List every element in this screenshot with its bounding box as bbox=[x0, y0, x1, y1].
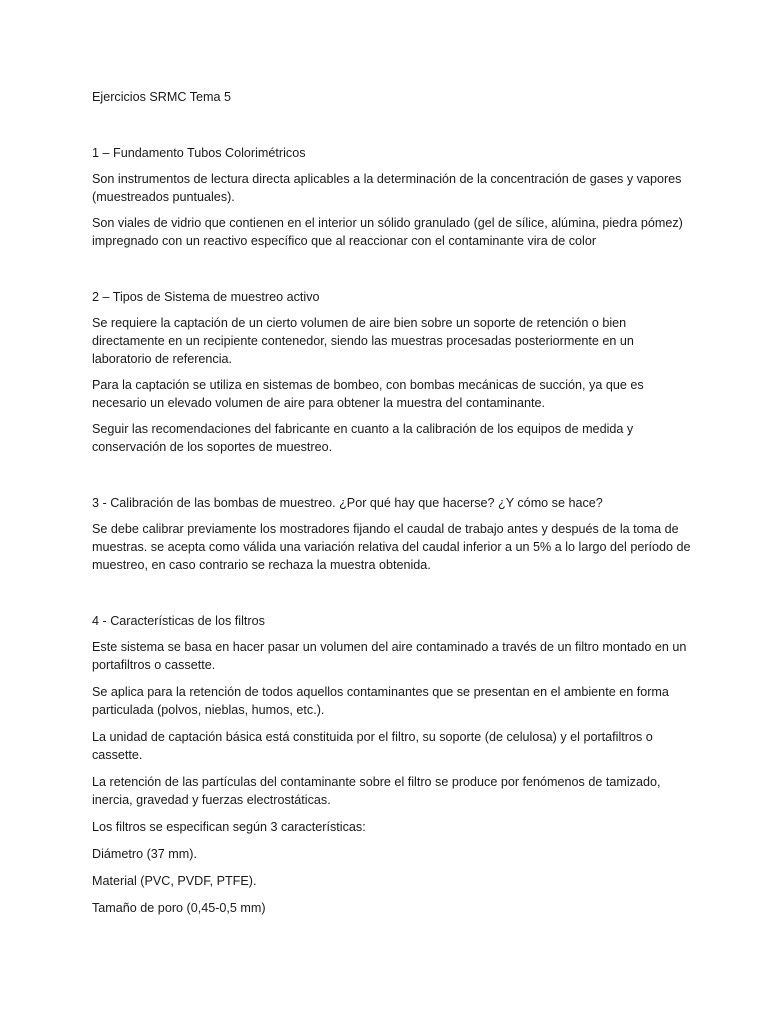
paragraph: Se debe calibrar previamente los mostradores fijando el caudal de trabajo antes y después de la toma de muestras. se acepta como válida una variación relativa del caudal inferior a un 5% a lo largo del período de muestreo, en caso contrario se rechaza la muestra obtenida. bbox=[92, 522, 691, 572]
paragraph: Son viales de vidrio que contienen en el interior un sólido granulado (gel de sílice, alúmina, piedra pómez) impregnado con un reactivo específico que al reaccionar con el contaminante vira de color bbox=[92, 216, 683, 248]
paragraph: Seguir las recomendaciones del fabricante en cuanto a la calibración de los equipos de medida y conservación de los soportes de muestreo. bbox=[92, 422, 634, 454]
document-title: Ejercicios SRMC Tema 5 bbox=[92, 90, 232, 104]
paragraph: La unidad de captación básica está constituida por el filtro, su soporte (de celulosa) y el portafiltros o cassette. bbox=[92, 730, 653, 762]
section-1 bbox=[92, 144, 692, 250]
paragraph: Se aplica para la retención de todos aquellos contaminantes que se presentan en el ambiente en forma particulada (polvos, nieblas, humos, etc.). bbox=[92, 685, 669, 717]
section-heading: 4 - Características de los filtros bbox=[92, 614, 265, 628]
section-3 bbox=[92, 494, 692, 574]
paragraph: Se requiere la captación de un cierto volumen de aire bien sobre un soporte de retención o bien directamente en un recipiente contenedor, siendo las muestras procesadas posteriormente en un laboratorio de referencia. bbox=[92, 316, 634, 366]
section-heading: 1 – Fundamento Tubos Colorimétricos bbox=[92, 146, 306, 160]
paragraph: Este sistema se basa en hacer pasar un volumen del aire contaminado a través de un filtro montado en un portafiltros o cassette. bbox=[92, 640, 687, 672]
section-heading: 2 – Tipos de Sistema de muestreo activo bbox=[92, 290, 320, 304]
section-2 bbox=[92, 288, 692, 456]
section-heading: 3 - Calibración de las bombas de muestreo. ¿Por qué hay que hacerse? ¿Y cómo se hace? bbox=[92, 496, 603, 510]
paragraph: La retención de las partículas del contaminante sobre el filtro se produce por fenómenos de tamizado, inercia, gravedad y fuerzas electrostáticas. bbox=[92, 775, 661, 807]
list-item: Diámetro (37 mm). bbox=[92, 847, 197, 861]
paragraph: Los filtros se especifican según 3 características: bbox=[92, 820, 366, 834]
section-4 bbox=[92, 612, 692, 917]
paragraph: Son instrumentos de lectura directa aplicables a la determinación de la concentración de gases y vapores (muestreados puntuales). bbox=[92, 172, 682, 204]
paragraph: Para la captación se utiliza en sistemas de bombeo, con bombas mecánicas de succión, ya que es necesario un elevado volumen de aire para obtener la muestra del contaminante. bbox=[92, 378, 644, 410]
list-item: Material (PVC, PVDF, PTFE). bbox=[92, 874, 257, 888]
list-item: Tamaño de poro (0,45-0,5 mm) bbox=[92, 901, 266, 915]
document-page bbox=[92, 88, 692, 955]
